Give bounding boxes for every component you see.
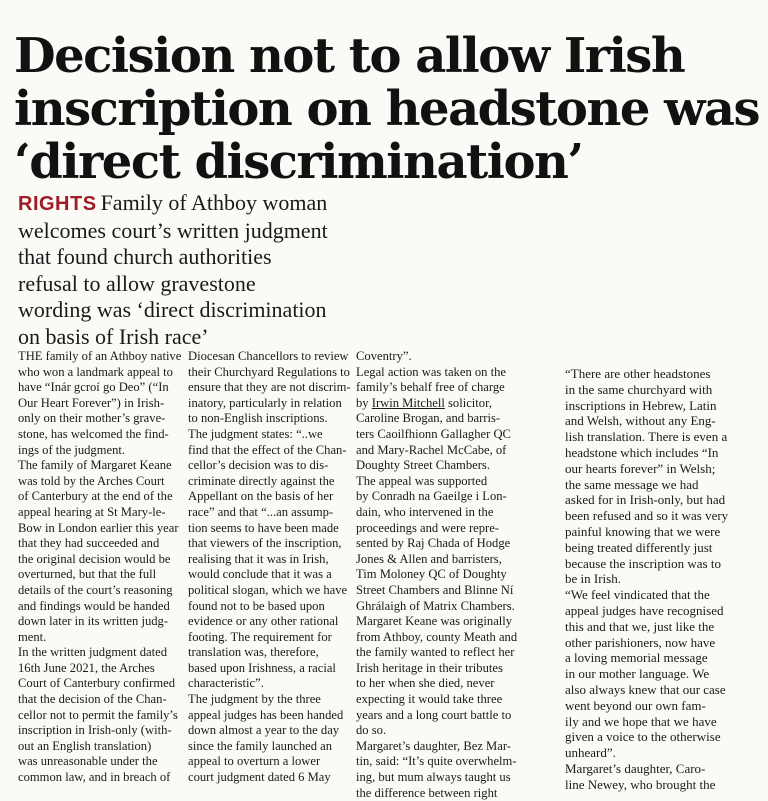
body-text-line: to non-English inscriptions.	[188, 411, 328, 426]
body-text-line: sented by Raj Chada of Hodge	[356, 536, 511, 551]
body-text-line: that the decision of the Chan-	[18, 692, 167, 707]
body-text-line: because the inscription was to	[565, 555, 721, 571]
body-text-line: tion seems to have been made	[188, 520, 339, 535]
body-text-line: that viewers of the inscription,	[188, 536, 342, 551]
body-text-line: out an English translation)	[18, 738, 152, 753]
body-text-line: asked for in Irish-only, but had	[565, 492, 726, 508]
body-text-line: our hearts forever” in Welsh;	[565, 460, 716, 476]
body-text-line: inscriptions in Hebrew, Latin	[565, 397, 717, 413]
underlined-name: Irwin Mitchell	[371, 395, 445, 410]
body-text-line: ensure that they are not discrim-	[188, 380, 351, 395]
body-text-line: political slogan, which we have	[188, 582, 348, 597]
body-text-line: being treated differently just	[565, 539, 713, 555]
standfirst-line: on basis of Irish race’	[18, 323, 209, 349]
body-text-line: ing, but mum always taught us	[356, 770, 511, 785]
body-text-line: “We feel vindicated that the	[565, 587, 710, 603]
body-text-line: The appeal was supported	[356, 473, 488, 488]
body-text-line: unheard”.	[565, 745, 616, 761]
body-text-line: In the written judgment dated	[18, 645, 167, 660]
body-text-line: criminate directly against the	[188, 473, 335, 488]
body-text-line: appeal judges have recognised	[565, 602, 724, 618]
body-column-3	[356, 349, 526, 801]
body-text-line: only on their mother’s grave-	[18, 411, 166, 426]
body-text-line: Margaret’s daughter, Bez Mar-	[356, 738, 511, 753]
standfirst-line: that found church authorities	[18, 244, 272, 269]
body-column-1	[18, 349, 188, 786]
standfirst-line: Family of Athboy woman	[100, 190, 328, 215]
body-text-line: Caroline Brogan, and barris-	[356, 411, 501, 426]
body-text-line: been refused and so it was very	[565, 508, 729, 524]
body-text-line: appeal judges has been handed	[188, 707, 344, 722]
standfirst-line: wording was ‘direct discrimination	[18, 297, 327, 322]
body-text-line: the same message we had	[565, 476, 699, 492]
body-text-line: Coventry”.	[356, 349, 412, 363]
body-text-line: lish translation. There is even a	[565, 429, 728, 445]
standfirst-line: welcomes court’s written judgment	[18, 217, 328, 243]
headline-line: inscription on headstone was	[14, 81, 760, 137]
body-text-line: Margaret’s daughter, Caro-	[565, 760, 706, 776]
body-text-line: found not to be based upon	[188, 598, 325, 613]
body-text-line: this and that we, just like the	[565, 618, 715, 634]
body-text-line: went beyond our own fam-	[565, 697, 706, 713]
body-text-line: Court of Canterbury confirmed	[18, 676, 176, 691]
body-text-line: do so.	[356, 723, 387, 738]
body-text-line: stone, has welcomed the find-	[18, 426, 169, 441]
body-text-line: the difference between right	[356, 785, 498, 800]
standfirst	[18, 190, 378, 350]
body-text-line: dain, who intervened in the	[356, 504, 494, 519]
body-text-line: characteristic”.	[188, 676, 264, 691]
body-text-line: have “Inár gcroí go Deo” (“In	[18, 380, 169, 395]
body-text-line: inscription in Irish-only (with-	[18, 723, 172, 738]
body-text-line: find that the effect of the Chan-	[188, 442, 347, 457]
body-text-line: of Canterbury at the end of the	[18, 489, 173, 504]
section-kicker: RIGHTS	[18, 193, 97, 215]
body-text-line: the family wanted to reflect her	[356, 645, 515, 660]
body-text-line: Bow in London earlier this year	[18, 520, 179, 535]
body-text-line: by Irwin Mitchell solicitor,	[356, 395, 492, 410]
body-text-line: proceedings and were repre-	[356, 520, 500, 535]
body-text-line: The judgment by the three	[188, 692, 321, 707]
body-text-line: “There are other headstones	[565, 366, 711, 381]
body-text-line: years and a long court battle to	[356, 707, 512, 722]
headline	[14, 30, 759, 189]
body-text-line: Our Heart Forever”) in Irish-	[18, 395, 165, 410]
body-text-line: inatory, particularly in relation	[188, 395, 342, 410]
body-text-line: ment.	[18, 629, 47, 644]
body-text-line: was unreasonable under the	[18, 754, 158, 769]
body-text-line: by Conradh na Gaeilge i Lon-	[356, 489, 507, 504]
body-text-line: in our mother language. We	[565, 666, 710, 682]
body-text-line: tin, said: “It’s quite overwhelm-	[356, 754, 517, 769]
body-text-line: painful knowing that we were	[565, 523, 721, 539]
body-text-line: other parishioners, now have	[565, 634, 716, 650]
body-text-line: appeal hearing at St Mary-le-	[18, 504, 166, 519]
standfirst-line: refusal to allow gravestone	[18, 270, 256, 296]
body-text-line: since the family launched an	[188, 738, 333, 753]
body-text-line: expecting it would take three	[356, 692, 503, 707]
body-text-line: details of the court’s reasoning	[18, 582, 173, 597]
body-text-line: that they had succeeded and	[18, 536, 160, 551]
body-text-line: who won a landmark appeal to	[18, 364, 173, 379]
body-text-line: Doughty Street Chambers.	[356, 458, 490, 473]
body-column-2	[188, 349, 358, 786]
body-text-line: Appellant on the basis of her	[188, 489, 334, 504]
body-text-line: their Churchyard Regulations to	[188, 364, 350, 379]
body-text-line: overturned, but that the full	[18, 567, 157, 582]
body-text-line: line Newey, who brought the	[565, 776, 716, 792]
body-text-line: Jones & Allen and barristers,	[356, 551, 502, 566]
body-text-line: 16th June 2021, the Arches	[18, 660, 155, 675]
body-text-line: from Athboy, county Meath and	[356, 629, 518, 644]
body-text-line: to her when she died, never	[356, 676, 495, 691]
body-text-line: and findings would be handed	[18, 598, 170, 613]
body-text-line: given a voice to the otherwise	[565, 729, 721, 745]
body-text-line: and Mary-Rachel McCabe, of	[356, 442, 507, 457]
body-text-line: headstone which includes “In	[565, 444, 719, 460]
headline-line: Decision not to allow Irish	[14, 28, 685, 84]
body-text-line: the original decision would be	[18, 551, 171, 566]
body-text-line: ters Caoilfhionn Gallagher QC	[356, 426, 511, 441]
body-text-line: realising that it was in Irish,	[188, 551, 329, 566]
body-text-line: race” and that “...an assump-	[188, 504, 334, 519]
body-text-line: was told by the Arches Court	[18, 473, 165, 488]
body-text-line: and Welsh, without any Eng-	[565, 413, 716, 429]
body-text-line: appeal to overturn a lower	[188, 754, 321, 769]
body-text-line: would conclude that it was a	[188, 567, 332, 582]
body-text-line: Margaret Keane was originally	[356, 614, 513, 629]
body-text-line: translation was, therefore,	[188, 645, 319, 660]
body-text-line: be in Irish.	[565, 571, 621, 587]
body-text-line: Street Chambers and Blinne Ní	[356, 582, 514, 597]
body-text-line: Diocesan Chancellors to review	[188, 349, 349, 363]
body-text-line: down later in its written judg-	[18, 614, 169, 629]
body-text-line: common law, and in breach of	[18, 770, 171, 785]
body-text-line: based upon Irishness, a racial	[188, 660, 336, 675]
body-text-line: family’s behalf free of charge	[356, 380, 505, 395]
body-text-line: THE family of an Athboy native	[18, 349, 182, 363]
body-text-line: also always knew that our case	[565, 681, 726, 697]
body-text-line: cellor not to permit the family’s	[18, 707, 178, 722]
body-text-line: The judgment states: “..we	[188, 426, 323, 441]
body-column-4	[565, 366, 755, 793]
body-text-line: in the same churchyard with	[565, 381, 713, 397]
body-text-line: court judgment dated 6 May	[188, 770, 331, 785]
body-text-line: Irish heritage in their tributes	[356, 660, 503, 675]
body-text-line: a loving memorial message	[565, 650, 708, 666]
body-text-line: evidence or any other rational	[188, 614, 339, 629]
body-text-line: down almost a year to the day	[188, 723, 340, 738]
body-text-line: cellor’s decision was to dis-	[188, 458, 329, 473]
body-text-line: Tim Moloney QC of Doughty	[356, 567, 507, 582]
body-text-line: Legal action was taken on the	[356, 364, 507, 379]
body-text-line: ily and we hope that we have	[565, 713, 717, 729]
headline-line: ‘direct discrimination’	[14, 134, 583, 190]
body-text-line: ings of the judgment.	[18, 442, 126, 457]
body-text-line: footing. The requirement for	[188, 629, 332, 644]
body-text-line: Ghrálaigh of Matrix Chambers.	[356, 598, 515, 613]
body-text-line: The family of Margaret Keane	[18, 458, 172, 473]
